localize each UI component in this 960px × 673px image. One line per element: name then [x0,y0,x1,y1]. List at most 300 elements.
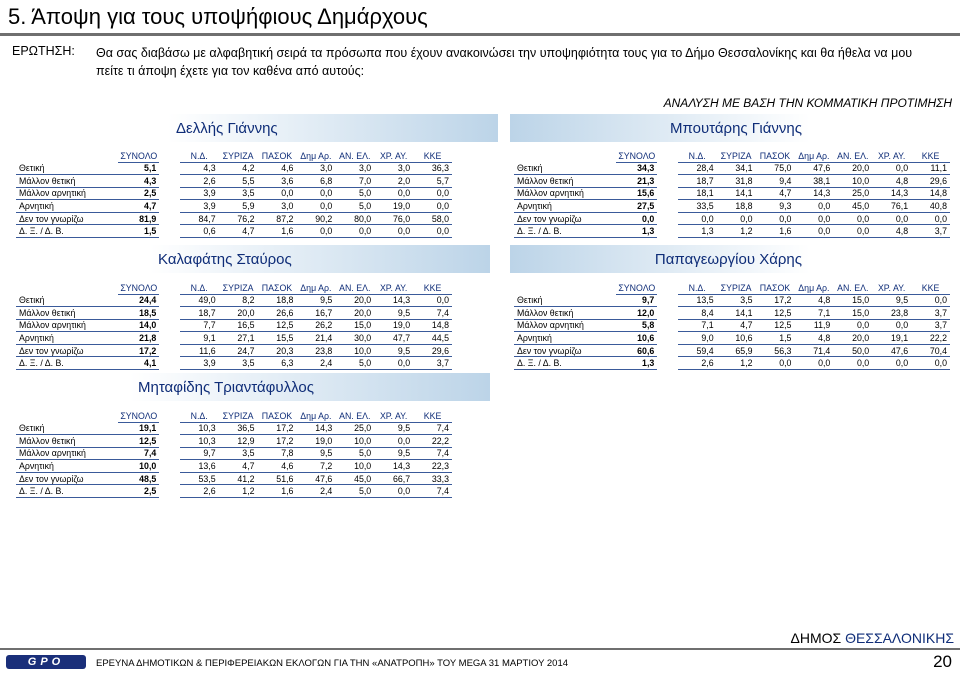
value-cell: 7,7 [180,319,219,332]
value-cell: 3,5 [219,447,258,460]
column-header: ΠΑΣΟΚ [258,282,297,294]
row-label: Μάλλον θετική [514,307,616,320]
column-header: ΑΝ. ΕΛ. [833,282,872,294]
table-row [16,344,452,357]
row-label: Μάλλον θετική [16,435,118,448]
row-label: Θετική [16,294,118,307]
value-cell: 1,6 [756,225,795,238]
value-cell: 9,3 [756,200,795,213]
value-cell: 76,2 [219,212,258,225]
column-header: ΣΥΡΙΖΑ [219,282,258,294]
value-cell: 1,5 [756,332,795,345]
value-cell: 14,3 [374,294,413,307]
value-cell: 15,0 [335,319,374,332]
value-cell: 9,5 [296,447,335,460]
column-header: Δημ Αρ. [794,150,833,162]
value-cell: 0,0 [833,225,872,238]
table-row [514,332,950,345]
value-cell: 4,7 [219,225,258,238]
row-label: Θετική [16,162,118,175]
value-cell: 21,4 [296,332,335,345]
value-cell: 75,0 [756,162,795,175]
candidate-header-papageorgiou [510,245,810,273]
column-header: ΚΚΕ [911,150,950,162]
value-cell: 0,0 [794,200,833,213]
value-cell: 44,5 [413,332,452,345]
value-cell: 11,1 [911,162,950,175]
value-cell: 0,0 [794,225,833,238]
table-papageorgiou [514,282,950,370]
value-cell: 6,3 [258,357,297,370]
value-cell: 33,3 [413,472,452,485]
total-cell: 1,3 [616,225,657,238]
row-label: Μάλλον θετική [514,175,616,188]
value-cell: 14,8 [413,319,452,332]
value-cell: 0,0 [794,357,833,370]
value-cell: 1,6 [258,485,297,498]
analysis-label: ΑΝΑΛΥΣΗ ΜΕ ΒΑΣΗ ΤΗΝ ΚΟΜΜΑΤΙΚΗ ΠΡΟΤΙΜΗΣΗ [663,96,952,110]
value-cell: 2,6 [180,175,219,188]
value-cell: 0,0 [911,357,950,370]
column-header: Ν.Δ. [180,282,219,294]
value-cell: 17,2 [756,294,795,307]
value-cell: 18,7 [678,175,717,188]
table-row [16,212,452,225]
column-header: Δημ Αρ. [296,410,335,422]
value-cell: 0,0 [872,357,911,370]
value-cell: 3,6 [258,175,297,188]
value-cell: 10,6 [717,332,756,345]
value-cell: 3,0 [374,162,413,175]
value-cell: 16,5 [219,319,258,332]
value-cell: 5,0 [335,357,374,370]
value-cell: 14,3 [296,422,335,435]
value-cell: 12,5 [756,319,795,332]
table-row [514,187,950,200]
value-cell: 14,8 [911,187,950,200]
column-header: ΑΝ. ΕΛ. [335,410,374,422]
value-cell: 11,9 [794,319,833,332]
table-row [16,162,452,175]
value-cell: 18,8 [258,294,297,307]
value-cell: 0,0 [413,294,452,307]
value-cell: 36,5 [219,422,258,435]
value-cell: 26,2 [296,319,335,332]
column-header: Ν.Δ. [180,410,219,422]
column-header: ΣΥΡΙΖΑ [219,150,258,162]
total-cell: 4,1 [118,357,159,370]
value-cell: 0,0 [374,435,413,448]
value-cell: 0,0 [872,212,911,225]
value-cell: 0,0 [756,357,795,370]
value-cell: 14,3 [872,187,911,200]
candidate-name: Μηταφίδης Τριαντάφυλλος [138,378,314,396]
value-cell: 9,5 [296,294,335,307]
row-label: Αρνητική [16,200,118,213]
column-header: ΚΚΕ [413,150,452,162]
value-cell: 0,0 [296,225,335,238]
value-cell: 25,0 [335,422,374,435]
value-cell: 9,1 [180,332,219,345]
footer-text: ΕΡΕΥΝΑ ΔΗΜΟΤΙΚΩΝ & ΠΕΡΙΦΕΡΕΙΑΚΩΝ ΕΚΛΟΓΩΝ ΓΙΑ ΤΗΝ «ΑΝΑΤΡΟΠΗ» ΤΟΥ MEGA 31 ΜΑΡΤΙΟΥ 2014 [96,658,569,669]
value-cell: 1,2 [717,357,756,370]
value-cell: 3,9 [180,200,219,213]
value-cell: 3,5 [219,357,258,370]
table-header-row [514,150,950,162]
value-cell: 1,2 [717,225,756,238]
table-row [514,319,950,332]
value-cell: 3,7 [911,307,950,320]
value-cell: 0,0 [833,357,872,370]
value-cell: 5,7 [413,175,452,188]
total-cell: 1,3 [616,357,657,370]
table-row [16,460,452,473]
row-label: Αρνητική [514,332,616,345]
question-text: Θα σας διαβάσω με αλφαβητική σειρά τα πρόσωπα που έχουν ανακοινώσει την υποψηφιότητα τους για το Δήμο Θεσσαλονίκης και θα ήθελα να μου πείτε τι άποψη έχετε για τον καθένα από αυτούς: [96,46,913,78]
value-cell: 10,0 [335,460,374,473]
total-cell: 24,4 [118,294,159,307]
value-cell: 14,1 [717,187,756,200]
value-cell: 3,0 [335,162,374,175]
value-cell: 7,4 [413,422,452,435]
value-cell: 49,0 [180,294,219,307]
value-cell: 18,8 [717,200,756,213]
value-cell: 15,0 [833,307,872,320]
column-header: ΣΥΝΟΛΟ [616,282,657,294]
row-label: Μάλλον αρνητική [16,187,118,200]
value-cell: 4,3 [180,162,219,175]
value-cell: 0,0 [911,212,950,225]
value-cell: 38,1 [794,175,833,188]
row-label: Δεν τον γνωρίζω [514,212,616,225]
total-cell: 4,7 [118,200,159,213]
total-cell: 12,5 [118,435,159,448]
value-cell: 29,6 [911,175,950,188]
table-header-row [16,150,452,162]
page-number: 20 [933,652,952,671]
total-cell: 21,3 [616,175,657,188]
value-cell: 0,0 [678,212,717,225]
value-cell: 20,3 [258,344,297,357]
value-cell: 3,5 [219,187,258,200]
table-row [514,307,950,320]
table-row [514,294,950,307]
value-cell: 58,0 [413,212,452,225]
row-label: Μάλλον αρνητική [16,447,118,460]
value-cell: 0,0 [374,357,413,370]
column-header: ΚΚΕ [911,282,950,294]
value-cell: 14,3 [374,460,413,473]
value-cell: 2,4 [296,485,335,498]
table-row [16,187,452,200]
value-cell: 4,8 [794,332,833,345]
value-cell: 5,0 [335,485,374,498]
value-cell: 0,0 [335,225,374,238]
value-cell: 0,0 [833,212,872,225]
value-cell: 4,8 [872,175,911,188]
value-cell: 13,6 [180,460,219,473]
value-cell: 76,1 [872,200,911,213]
value-cell: 66,7 [374,472,413,485]
value-cell: 27,1 [219,332,258,345]
value-cell: 28,4 [678,162,717,175]
value-cell: 10,3 [180,435,219,448]
value-cell: 4,2 [219,162,258,175]
value-cell: 10,3 [180,422,219,435]
value-cell: 9,4 [756,175,795,188]
value-cell: 3,5 [717,294,756,307]
title-divider [0,33,960,36]
value-cell: 87,2 [258,212,297,225]
row-label: Δεν τον γνωρίζω [16,212,118,225]
column-header: ΧΡ. ΑΥ. [374,282,413,294]
table-row [16,422,452,435]
page-title: 5. Άποψη για τους υποψήφιους Δημάρχους [8,4,428,29]
value-cell: 22,2 [911,332,950,345]
value-cell: 0,0 [374,225,413,238]
candidate-header-dellis [168,114,498,142]
candidate-header-kalafatis [150,245,490,273]
value-cell: 3,9 [180,357,219,370]
value-cell: 5,9 [219,200,258,213]
row-label: Δ. Ξ. / Δ. Β. [16,485,118,498]
value-cell: 9,5 [374,447,413,460]
table-row [514,162,950,175]
column-header: ΧΡ. ΑΥ. [872,150,911,162]
column-header: Ν.Δ. [678,282,717,294]
value-cell: 15,0 [833,294,872,307]
total-cell: 4,3 [118,175,159,188]
table-row [514,175,950,188]
value-cell: 3,7 [911,225,950,238]
value-cell: 47,7 [374,332,413,345]
value-cell: 22,3 [413,460,452,473]
value-cell: 0,0 [374,187,413,200]
value-cell: 30,0 [335,332,374,345]
value-cell: 14,1 [717,307,756,320]
value-cell: 4,8 [872,225,911,238]
value-cell: 18,7 [180,307,219,320]
value-cell: 14,3 [794,187,833,200]
value-cell: 4,7 [219,460,258,473]
value-cell: 19,0 [374,200,413,213]
column-header: ΣΥΝΟΛΟ [616,150,657,162]
value-cell: 45,0 [335,472,374,485]
total-cell: 12,0 [616,307,657,320]
row-label: Αρνητική [16,332,118,345]
value-cell: 0,0 [296,200,335,213]
value-cell: 4,7 [717,319,756,332]
value-cell: 9,5 [872,294,911,307]
value-cell: 7,4 [413,447,452,460]
row-label: Μάλλον θετική [16,307,118,320]
candidate-header-mitafidis [130,373,490,401]
candidate-name: Δελλής Γιάννης [176,119,278,137]
value-cell: 40,8 [911,200,950,213]
value-cell: 0,0 [794,212,833,225]
value-cell: 12,5 [258,319,297,332]
value-cell: 7,1 [678,319,717,332]
value-cell: 84,7 [180,212,219,225]
value-cell: 3,9 [180,187,219,200]
value-cell: 3,7 [911,319,950,332]
total-cell: 2,5 [118,485,159,498]
value-cell: 9,0 [678,332,717,345]
value-cell: 15,5 [258,332,297,345]
table-header-row [514,282,950,294]
value-cell: 9,5 [374,344,413,357]
column-header: ΣΥΡΙΖΑ [717,150,756,162]
value-cell: 56,3 [756,344,795,357]
municipality-name: ΘΕΣΣΑΛΟΝΙΚΗΣ [845,630,954,646]
value-cell: 53,5 [180,472,219,485]
column-header: ΧΡ. ΑΥ. [374,410,413,422]
value-cell: 8,4 [678,307,717,320]
value-cell: 12,5 [756,307,795,320]
row-label: Μάλλον αρνητική [514,187,616,200]
value-cell: 4,6 [258,162,297,175]
value-cell: 5,0 [335,187,374,200]
column-header: ΣΥΝΟΛΟ [118,410,159,422]
row-label: Δεν τον γνωρίζω [514,344,616,357]
value-cell: 0,0 [296,187,335,200]
value-cell: 0,0 [413,225,452,238]
column-header: Ν.Δ. [678,150,717,162]
value-cell: 76,0 [374,212,413,225]
column-header: ΑΝ. ΕΛ. [335,282,374,294]
value-cell: 23,8 [872,307,911,320]
value-cell: 10,0 [335,344,374,357]
row-label: Θετική [514,162,616,175]
table-row [16,175,452,188]
value-cell: 22,2 [413,435,452,448]
candidate-name: Παπαγεωργίου Χάρης [654,250,802,268]
value-cell: 36,3 [413,162,452,175]
table-row [16,472,452,485]
value-cell: 51,6 [258,472,297,485]
value-cell: 13,5 [678,294,717,307]
column-header: ΠΑΣΟΚ [756,282,795,294]
value-cell: 16,7 [296,307,335,320]
value-cell: 24,7 [219,344,258,357]
value-cell: 17,2 [258,422,297,435]
value-cell: 0,0 [911,294,950,307]
total-cell: 5,8 [616,319,657,332]
value-cell: 2,4 [296,357,335,370]
row-label: Μάλλον θετική [16,175,118,188]
value-cell: 7,4 [413,307,452,320]
value-cell: 20,0 [219,307,258,320]
total-cell: 60,6 [616,344,657,357]
row-label: Μάλλον αρνητική [16,319,118,332]
value-cell: 26,6 [258,307,297,320]
table-row [16,447,452,460]
table-mitafidis [16,410,452,498]
column-header: Δημ Αρ. [794,282,833,294]
value-cell: 0,0 [717,212,756,225]
value-cell: 2,6 [678,357,717,370]
column-header: ΣΥΡΙΖΑ [219,410,258,422]
column-header: Δημ Αρ. [296,282,335,294]
row-label: Δ. Ξ. / Δ. Β. [16,357,118,370]
value-cell: 5,0 [335,447,374,460]
value-cell: 17,2 [258,435,297,448]
value-cell: 7,8 [258,447,297,460]
value-cell: 0,0 [872,319,911,332]
table-boutaris [514,150,950,238]
table-row [514,357,950,370]
value-cell: 3,7 [413,357,452,370]
table-row [16,319,452,332]
total-cell: 21,8 [118,332,159,345]
candidate-header-boutaris [510,114,810,142]
table-dellis [16,150,452,238]
total-cell: 14,0 [118,319,159,332]
value-cell: 4,6 [258,460,297,473]
value-cell: 7,0 [335,175,374,188]
total-cell: 1,5 [118,225,159,238]
column-header: ΧΡ. ΑΥ. [374,150,413,162]
value-cell: 23,8 [296,344,335,357]
column-header: ΠΑΣΟΚ [258,410,297,422]
value-cell: 47,6 [872,344,911,357]
total-cell: 10,0 [118,460,159,473]
value-cell: 8,2 [219,294,258,307]
table-row [514,200,950,213]
total-cell: 17,2 [118,344,159,357]
municipality-prefix: ΔΗΜΟΣ [790,630,842,646]
table-row [16,357,452,370]
column-header: ΠΑΣΟΚ [258,150,297,162]
value-cell: 0,0 [413,200,452,213]
table-row [16,435,452,448]
candidate-name: Καλαφάτης Σταύρος [158,250,292,268]
table-header-row [16,282,452,294]
total-cell: 7,4 [118,447,159,460]
value-cell: 10,0 [335,435,374,448]
value-cell: 0,0 [413,187,452,200]
table-row [16,294,452,307]
total-cell: 34,3 [616,162,657,175]
value-cell: 2,6 [180,485,219,498]
value-cell: 5,5 [219,175,258,188]
column-header: ΣΥΝΟΛΟ [118,282,159,294]
row-label: Δ. Ξ. / Δ. Β. [16,225,118,238]
value-cell: 20,0 [833,332,872,345]
value-cell: 0,6 [180,225,219,238]
table-header-row [16,410,452,422]
value-cell: 59,4 [678,344,717,357]
column-header: ΠΑΣΟΚ [756,150,795,162]
value-cell: 20,0 [335,294,374,307]
column-header: ΚΚΕ [413,282,452,294]
value-cell: 20,0 [833,162,872,175]
row-label: Μάλλον αρνητική [514,319,616,332]
table-row [16,307,452,320]
table-row [16,485,452,498]
total-cell: 5,1 [118,162,159,175]
value-cell: 1,3 [678,225,717,238]
column-header: ΑΝ. ΕΛ. [833,150,872,162]
value-cell: 65,9 [717,344,756,357]
value-cell: 12,9 [219,435,258,448]
value-cell: 19,0 [374,319,413,332]
row-label: Αρνητική [16,460,118,473]
row-label: Δεν τον γνωρίζω [16,472,118,485]
footer-divider [0,648,960,650]
table-row [16,200,452,213]
column-header: ΧΡ. ΑΥ. [872,282,911,294]
